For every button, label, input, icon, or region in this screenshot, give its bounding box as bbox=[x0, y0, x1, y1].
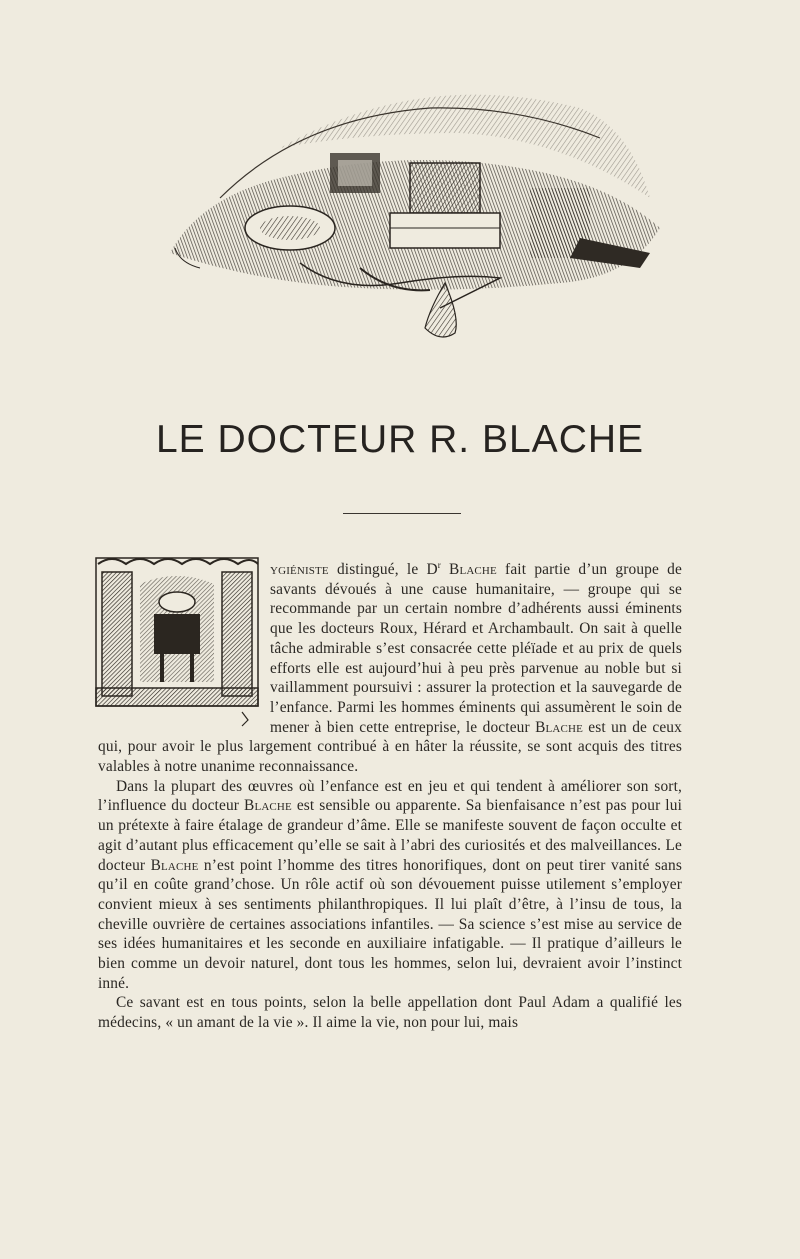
text-run: fait partie d’un groupe de savants dévoués à une cause humanitaire, — groupe qui se recommande par un certain nombre d’adhérents aussi éminents que les docteurs Roux, Hérard et Archambault. On sait à quelle tâche admirable s’est consacrée cette pléïade et au prix de quels efforts elle est aujourd’hui à peu près parvenue au noble but si vaillamment poursuivi : assurer la protection et la sauvegarde de l’enfance. Parmi les hommes éminents qui assumèrent le soin de mener à bien cette entreprise, le docteur bbox=[270, 561, 682, 736]
text-run bbox=[441, 561, 449, 578]
superscript: r bbox=[437, 559, 441, 570]
title-divider bbox=[343, 513, 461, 514]
person-name: Blache bbox=[150, 856, 199, 874]
text-run: n’est point l’homme des titres honorifiques, dont on peut tirer vanité sans qu’il en coûte grand’chose. Un rôle actif où son dévouement puisse utilement s’employer convient mieux à ses sentiments philanthropiques. Il lui plaît d’être, à l’insu de tous, la cheville ouvrière de certaines associations infantiles. — Sa science s’est mise au service de ses idées humanitaires et les seconde en auxiliaire infatigable. — Il pratique d’ailleurs le bien comme un devoir naturel, dont tous les hommes, selon lui, devraient avoir l’instinct inné. bbox=[98, 856, 682, 992]
paragraph-2 bbox=[98, 777, 682, 994]
person-name: Blache bbox=[449, 561, 497, 578]
paragraph-1 bbox=[98, 560, 682, 777]
lead-word: ygiéniste bbox=[270, 561, 329, 578]
person-name: Blache bbox=[535, 718, 583, 736]
text-run: Dans la plupart des œuvres où l’enfance est en jeu et qui tendent à améliorer son sort, l’influence du docteur bbox=[98, 777, 682, 815]
text-run: distingué, le D bbox=[328, 561, 438, 578]
article-title: LE DOCTEUR R. BLACHE bbox=[155, 418, 645, 461]
still-life-vignette-icon bbox=[160, 78, 665, 346]
person-name: Blache bbox=[244, 797, 292, 815]
text-run: est un de ceux qui, pour avoir le plus largement contribué à en hâter la réussite, se sont acquis des titres valables à notre unanime reconnaissance. bbox=[98, 718, 682, 776]
article-body bbox=[98, 560, 682, 1033]
text-run: est sensible ou apparente. Sa bienfaisance n’est pas pour lui un prétexte à faire étalage de grandeur d’âme. Elle se manifeste souvent de façon occulte et agit d’autant plus efficacement qu’elle se sait à l’abri des curiosités et des malveillances. Le docteur bbox=[98, 797, 682, 874]
paragraph-3 bbox=[98, 993, 682, 1032]
text-run: Ce savant est en tous points, selon la belle appellation dont Paul Adam a qualifié les médecins, « un amant de la vie ». Il aime la vie, non pour lui, mais bbox=[98, 994, 682, 1032]
drop-cap-space bbox=[98, 560, 270, 733]
